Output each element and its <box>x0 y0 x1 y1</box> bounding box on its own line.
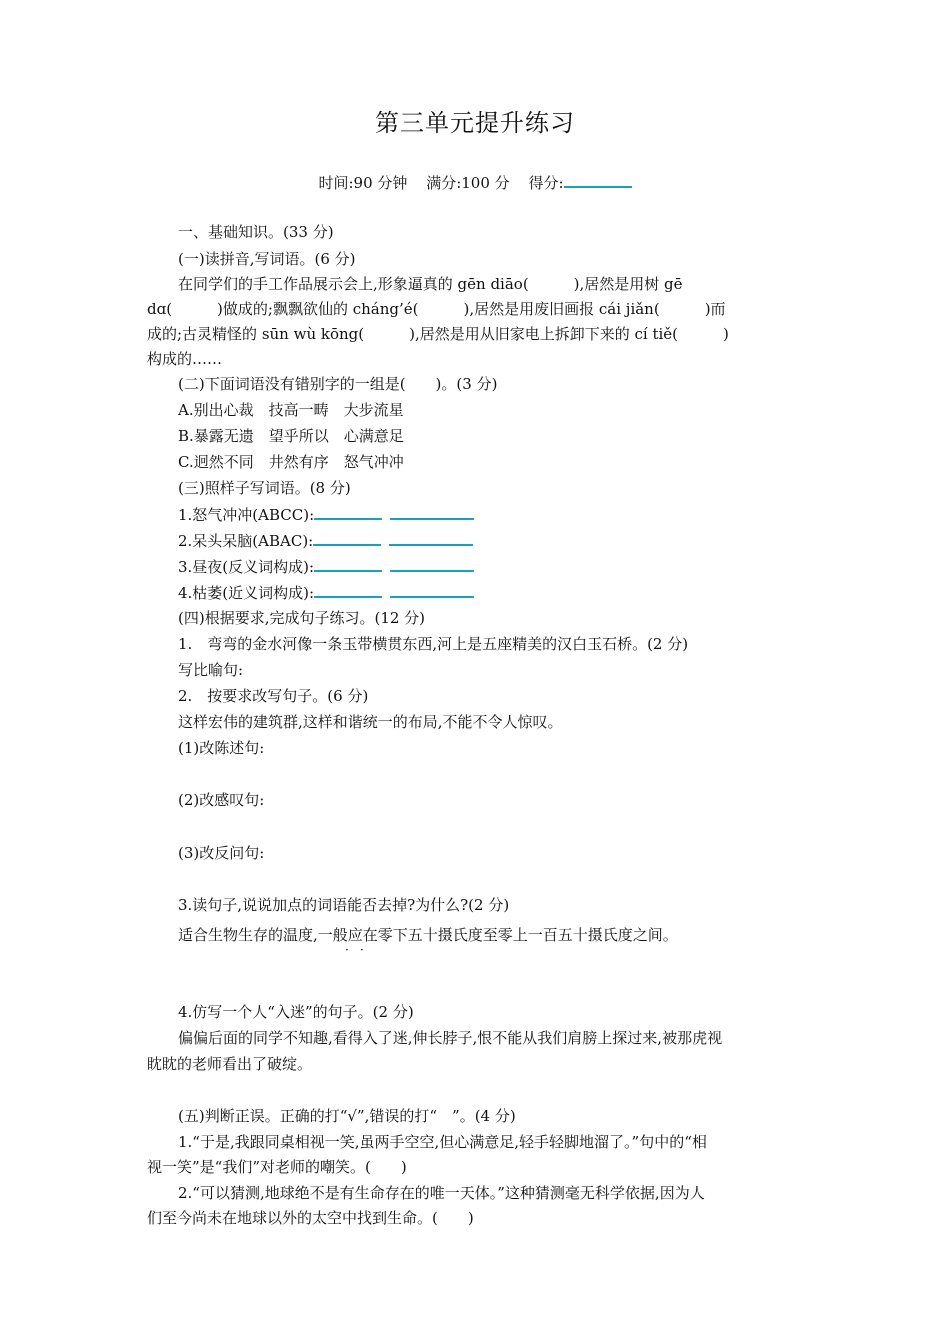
q3-item <box>178 582 482 603</box>
q5-statement: 们至今尚未在地球以外的太空中找到生命。( ) <box>147 1209 474 1227</box>
q3-heading: (三)照样子写词语。(8 分) <box>178 479 351 497</box>
q4-sentence: 4.仿写一个人“入迷”的句子。(2 分) <box>178 1003 414 1021</box>
answer-blank[interactable] <box>314 556 382 572</box>
q3-item-label: 3.昼夜(反义词构成): <box>178 558 315 576</box>
emphasis-dot: · <box>360 943 364 957</box>
q4-heading: (四)根据要求,完成句子练习。(12 分) <box>178 609 426 627</box>
q3-item-label: 1.怒气冲冲(ABCC): <box>178 506 315 524</box>
answer-blank[interactable] <box>389 530 473 546</box>
q5-statement: 视一笑”是“我们”对老师的嘲笑。( ) <box>147 1158 407 1176</box>
q4-prompt: (3)改反问句: <box>178 844 265 862</box>
section-heading: 一、基础知识。(33 分) <box>178 223 334 241</box>
q3-item <box>178 530 481 551</box>
q1-text-line: dɑ( )做成的;飘飘欲仙的 cháng’é( ),居然是用废旧画报 cái jiǎn( )而 <box>147 300 726 318</box>
q4-sentence: 这样宏伟的建筑群,这样和谐统一的布局,不能不令人惊叹。 <box>178 713 563 731</box>
q4-sentence: 1. 弯弯的金水河像一条玉带横贯东西,河上是五座精美的汉白玉石桥。(2 分) <box>178 635 689 653</box>
q1-text-line: 构成的…… <box>147 350 223 368</box>
q1-text-line: 成的;古灵精怪的 sūn wù kōng( ),居然是用从旧家电上拆卸下来的 cí tiě( ) <box>147 325 729 343</box>
q5-statement: 2.“可以猜测,地球绝不是有生命存在的唯一天体。”这种猜测毫无科学依据,因为人 <box>178 1184 705 1202</box>
exam-meta <box>0 172 950 193</box>
answer-blank[interactable] <box>314 582 382 598</box>
q4-prompt: 写比喻句: <box>178 661 244 679</box>
q3-item <box>178 556 482 577</box>
q4-sentence: 偏偏后面的同学不知趣,看得入了迷,伸长脖子,恨不能从我们肩膀上探过来,被那虎视 <box>178 1029 723 1047</box>
q5-statement: 1.“于是,我跟同桌相视一笑,虽两手空空,但心满意足,轻手轻脚地溜了。”句中的“相 <box>178 1133 707 1151</box>
score-label: 得分: <box>528 174 564 192</box>
q1-heading: (一)读拼音,写词语。(6 分) <box>178 250 356 268</box>
answer-blank[interactable] <box>314 504 382 520</box>
q2-heading: (二)下面词语没有错别字的一组是( )。(3 分) <box>178 375 498 393</box>
answer-blank[interactable] <box>390 582 474 598</box>
q5-heading: (五)判断正误。正确的打“√”,错误的打“ ”。(4 分) <box>178 1107 516 1125</box>
q4-prompt: (2)改感叹句: <box>178 791 265 809</box>
answer-blank[interactable] <box>390 504 474 520</box>
q1-text-line: 在同学们的手工作品展示会上,形象逼真的 gēn diāo( ),居然是用树 gē <box>178 275 683 293</box>
emphasis-dot: · <box>345 943 349 957</box>
full-score: 满分:100 分 <box>426 174 510 192</box>
q2-option-b: B.暴露无遗 望乎所以 心满意足 <box>178 427 404 445</box>
score-blank[interactable] <box>564 172 632 188</box>
q4-prompt: (1)改陈述句: <box>178 739 265 757</box>
answer-blank[interactable] <box>390 556 474 572</box>
q2-option-a: A.别出心裁 技高一畴 大步流星 <box>178 401 404 419</box>
q4-sentence: 2. 按要求改写句子。(6 分) <box>178 687 369 705</box>
q3-item <box>178 504 482 525</box>
q2-option-c: C.迥然不同 井然有序 怒气冲冲 <box>178 453 404 471</box>
q3-item-label: 2.呆头呆脑(ABAC): <box>178 532 314 550</box>
time-limit: 时间:90 分钟 <box>318 174 408 192</box>
answer-blank[interactable] <box>313 530 381 546</box>
q4-sentence: 适合生物生存的温度,一般应在零下五十摄氏度至零上一百五十摄氏度之间。 <box>178 926 678 944</box>
q4-sentence: 眈眈的老师看出了破绽。 <box>147 1055 313 1073</box>
q4-sentence: 3.读句子,说说加点的词语能否去掉?为什么?(2 分) <box>178 896 510 914</box>
q3-item-label: 4.枯萎(近义词构成): <box>178 584 315 602</box>
page-title: 第三单元提升练习 <box>375 109 575 137</box>
